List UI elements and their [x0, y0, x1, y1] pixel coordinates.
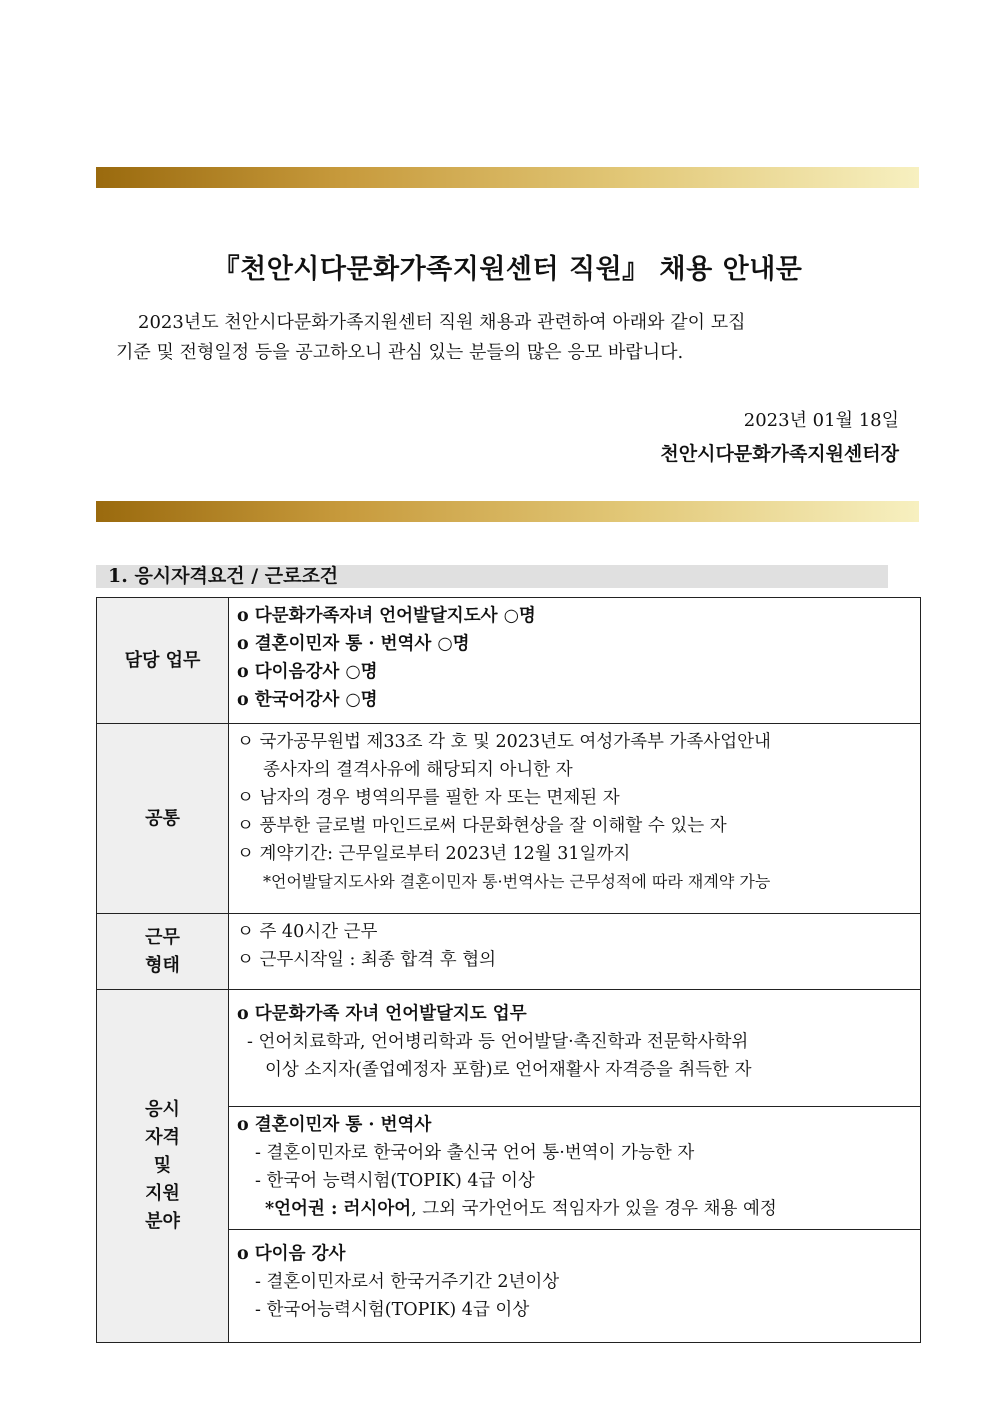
intro-line-2: 기준 및 전형일정 등을 공고하오니 관심 있는 분들의 많은 응모 바랍니다. — [116, 342, 684, 363]
qual-line: - 결혼이민자로 한국어와 출신국 언어 통·번역이 가능한 자 — [255, 1143, 695, 1163]
qual-note-bold: *언어권 : 러시아어 — [265, 1199, 412, 1219]
common-line: ㅇ 국가공무원법 제33조 각 호 및 2023년도 여성가족부 가족사업안내 — [237, 732, 771, 752]
qual-note — [237, 1195, 912, 1223]
qual-line: - 언어치료학과, 언어병리학과 등 언어발달·촉진학과 전문학사학위 — [247, 1032, 749, 1052]
qual-block-speech — [229, 990, 921, 1107]
section-heading: 1. 응시자격요건 / 근로조건 — [96, 565, 888, 588]
work-content — [229, 914, 921, 990]
qual-line: 이상 소지자(졸업예정자 포함)로 언어재활사 자격증을 취득한 자 — [265, 1060, 752, 1080]
duty-content — [229, 598, 921, 724]
qual-line: - 한국어능력시험(TOPIK) 4급 이상 — [255, 1300, 530, 1320]
bottom-gold-divider — [96, 501, 919, 522]
work-line: ㅇ 근무시작일 : 최종 합격 후 협의 — [237, 950, 497, 970]
work-label-line: 근무 — [145, 926, 180, 948]
duty-item: o 한국어강사 ○명 — [237, 690, 378, 710]
common-label: 공통 — [97, 724, 229, 914]
duty-item: o 다이음강사 ○명 — [237, 662, 378, 682]
work-label — [97, 914, 229, 990]
work-label-line: 형태 — [145, 954, 180, 976]
common-line: ㅇ 계약기간: 근무일로부터 2023년 12월 31일까지 — [237, 844, 631, 864]
qual-label-line: 응시 — [145, 1099, 180, 1120]
qual-row-1 — [97, 990, 921, 1107]
top-gold-divider — [96, 167, 919, 188]
qual-label-line: 지원 — [145, 1183, 180, 1204]
qual-label-line: 및 — [153, 1155, 172, 1176]
common-line: 종사자의 결격사유에 해당되지 아니한 자 — [263, 760, 573, 780]
duty-label: 담당 업무 — [97, 598, 229, 724]
common-line: ㅇ 남자의 경우 병역의무를 필한 자 또는 면제된 자 — [237, 788, 620, 808]
announcement-date: 2023년 01월 18일 — [743, 410, 899, 431]
work-line: ㅇ 주 40시간 근무 — [237, 922, 378, 942]
qual-label-line: 자격 — [145, 1127, 180, 1148]
intro-paragraph — [116, 308, 901, 368]
qual-block-translator — [229, 1107, 921, 1230]
qual-block-head: o 결혼이민자 통 · 번역사 — [237, 1115, 432, 1135]
work-row — [97, 914, 921, 990]
qual-line: - 한국어 능력시험(TOPIK) 4급 이상 — [255, 1171, 535, 1191]
duty-row — [97, 598, 921, 724]
qual-note-rest: , 그외 국가언어도 적임자가 있을 경우 채용 예정 — [411, 1199, 777, 1219]
duty-item: o 결혼이민자 통 · 번역사 ○명 — [237, 634, 470, 654]
common-row — [97, 724, 921, 914]
qual-label-line: 분야 — [145, 1211, 180, 1232]
qual-block-head: o 다이음 강사 — [237, 1244, 346, 1264]
intro-line-1: 2023년도 천안시다문화가족지원센터 직원 채용과 관련하여 아래와 같이 모집 — [138, 312, 746, 333]
page-title: 『천안시다문화가족지원센터 직원』 채용 안내문 — [212, 254, 803, 285]
common-line: ㅇ 풍부한 글로벌 마인드로써 다문화현상을 잘 이해할 수 있는 자 — [237, 816, 727, 836]
common-note: *언어발달지도사와 결혼이민자 통·번역사는 근무성적에 따라 재계약 가능 — [263, 872, 771, 891]
requirements-table — [96, 597, 921, 1343]
qual-block-daieum — [229, 1230, 921, 1343]
signature: 천안시다문화가족지원센터장 — [660, 443, 899, 465]
duty-item: o 다문화가족자녀 언어발달지도사 ○명 — [237, 606, 536, 626]
qual-line: - 결혼이민자로서 한국거주기간 2년이상 — [255, 1272, 560, 1292]
qual-label — [97, 990, 229, 1343]
common-content — [229, 724, 921, 914]
qual-block-head: o 다문화가족 자녀 언어발달지도 업무 — [237, 1004, 527, 1024]
